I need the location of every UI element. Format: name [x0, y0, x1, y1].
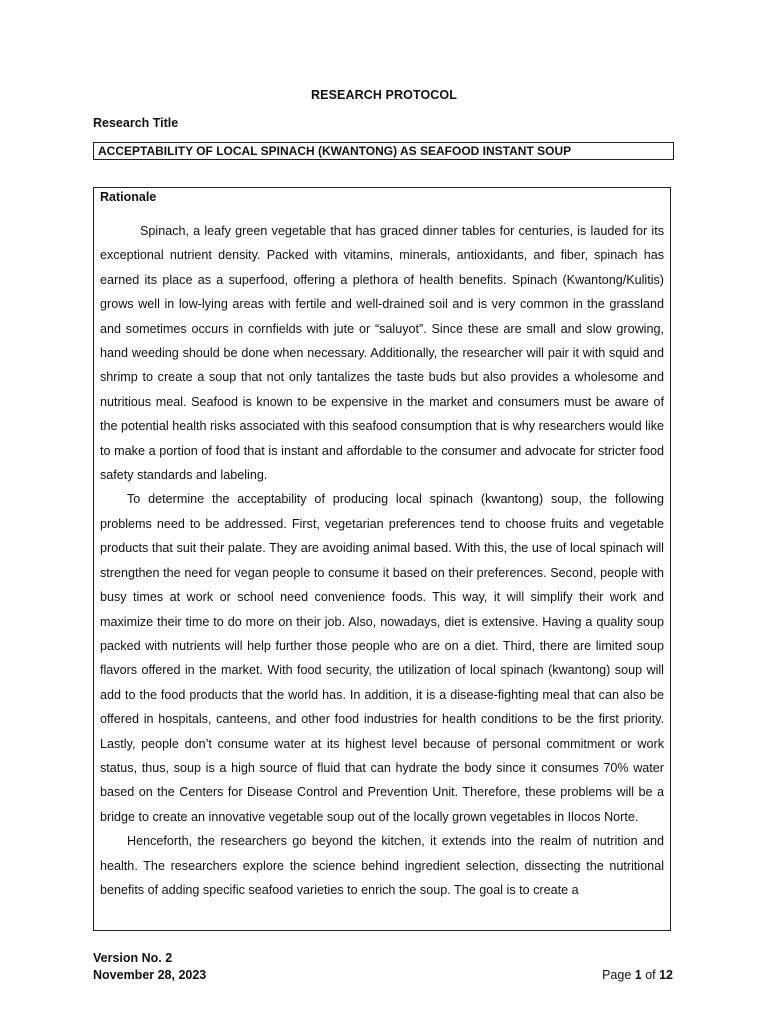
rationale-paragraph-2: To determine the acceptability of producing local spinach (kwantong) soup, the following problems need to be addressed. First, vegetarian preferences tend to choose fruits and vegetable products that suit their palate. They are avoiding animal based. With this, the use of local spinach will strengthen the need for vegan people to consume it based on their preferences. Second, people with busy times at work or school need convenience foods. This way, it will simplify their work and maximize their time to do more on their job. Also, nowadays, diet is extensive. Having a quality soup packed with nutrients will help further those people who are on a diet. Third, there are limited soup flavors offered in the market. With food security, the utilization of local spinach (kwantong) soup will add to the food products that the world has. In addition, it is a disease-fighting meal that can also be offered in hospitals, canteens, and other food industries for health conditions to be the first priority. Lastly, people don’t consume water at its highest level because of personal commitment or work status, thus, soup is a high source of fluid that can hydrate the body since it consumes 70% water based on the Centers for Disease Control and Prevention Unit. Therefore, these problems will be a bridge to create an innovative vegetable soup out of the locally grown vegetables in Ilocos Norte. [100, 492, 664, 824]
rationale-paragraph-1: Spinach, a leafy green vegetable that has graced dinner tables for centuries, is lauded for its exceptional nutrient density. Packed with vitamins, minerals, antioxidants, and fiber, spinach has earned its place as a superfood, offering a plethora of health benefits. Spinach (Kwantong/Kulitis) grows well in low-lying areas with fertile and well-drained soil and is very common in the grassland and sometimes occurs in cornfields with jute or “saluyot”. Since these are small and slow growing, hand weeding should be done when necessary. Additionally, the researcher will pair it with squid and shrimp to create a soup that not only tantalizes the taste buds but also provides a wholesome and nutritious meal. Seafood is known to be expensive in the market and consumers must be aware of the potential health risks associated with this seafood consumption that is why researchers would like to make a portion of food that is instant and affordable to the consumer and advocate for stricter food safety standards and labeling. [100, 224, 664, 483]
page-heading: RESEARCH PROTOCOL [311, 88, 457, 102]
rationale-section [93, 187, 671, 931]
page-prefix: Page [602, 968, 635, 982]
page-total: 12 [659, 968, 673, 982]
version-number: Version No. 2 [93, 951, 173, 965]
document-date: November 28, 2023 [93, 967, 207, 982]
rationale-paragraph-3: Henceforth, the researchers go beyond the kitchen, it extends into the realm of nutrition and health. The researchers explore the science behind ingredient selection, dissecting the nutritional benefits of adding specific seafood varieties to enrich the soup. The goal is to create a [100, 834, 664, 897]
page-current: 1 [634, 968, 642, 982]
page-number [580, 967, 673, 984]
rationale-body [100, 219, 664, 902]
research-title-label: Research Title [93, 116, 179, 130]
page-of: of [641, 968, 660, 982]
rationale-heading: Rationale [100, 190, 157, 204]
research-title-box [93, 142, 674, 160]
footer-left [93, 950, 206, 983]
research-title-text: ACCEPTABILITY OF LOCAL SPINACH (KWANTONG) AS SEAFOOD INSTANT SOUP [98, 144, 572, 158]
